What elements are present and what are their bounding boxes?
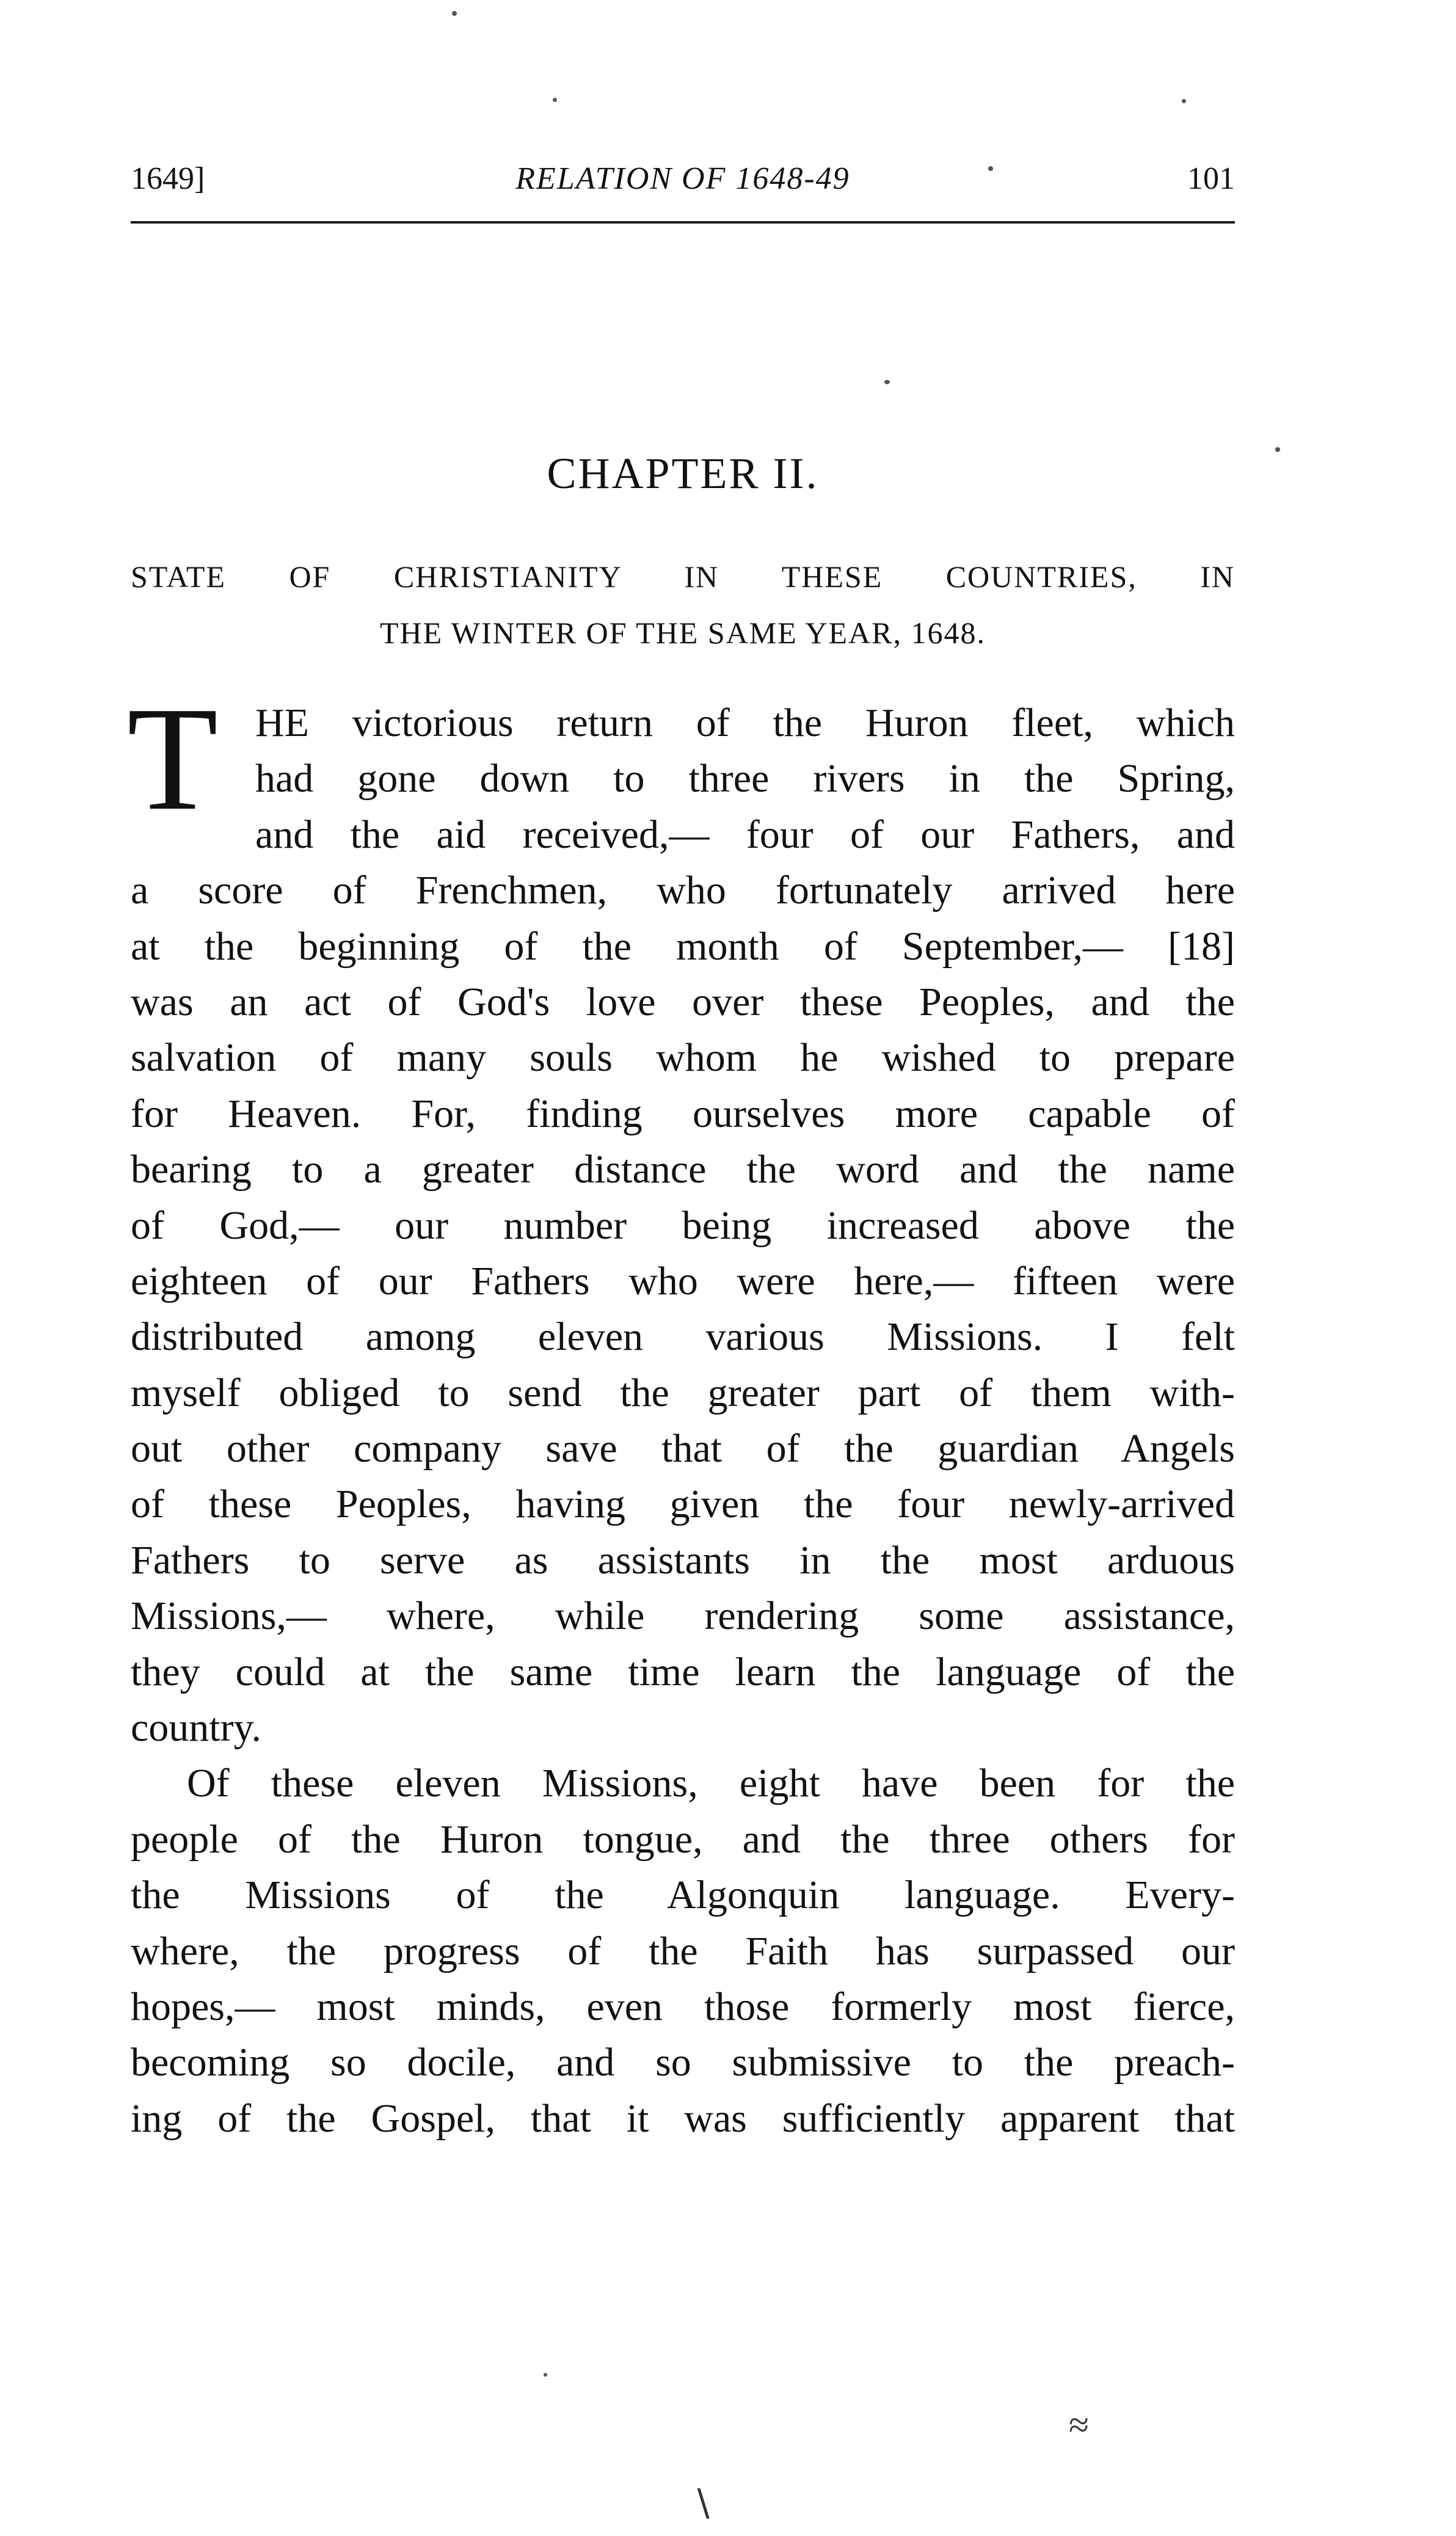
text-line: the Missions of the Algonquin language. Every- xyxy=(131,1873,1235,1918)
text-line: bearing to a greater distance the word and the name xyxy=(131,1147,1235,1192)
text-line: out other company save that of the guardian Angels xyxy=(131,1426,1235,1471)
running-header xyxy=(131,158,1235,200)
text-line: they could at the same time learn the language of the xyxy=(131,1649,1235,1694)
text-line: and the aid received,— four of our Fathers, and xyxy=(255,812,1235,857)
text-line: where, the progress of the Faith has surpassed our xyxy=(131,1928,1235,1973)
body-text xyxy=(127,676,1235,2146)
text-line: a score of Frenchmen, who fortunately arrived here xyxy=(131,868,1235,913)
text-line: for Heaven. For, finding ourselves more capable of xyxy=(131,1091,1235,1136)
header-rule xyxy=(131,221,1235,224)
text-line: HE victorious return of the Huron fleet, which xyxy=(255,701,1235,745)
text-line: myself obliged to send the greater part of them with- xyxy=(131,1370,1235,1415)
text-line: distributed among eleven various Missions. I felt xyxy=(131,1314,1235,1360)
text-line: of these Peoples, having given the four newly-arrived xyxy=(131,1482,1235,1527)
text-line: at the beginning of the month of September,— [18] xyxy=(131,924,1235,969)
subtitle-line: STATE OF CHRISTIANITY IN THESE COUNTRIES, IN xyxy=(131,559,1235,594)
scan-speck xyxy=(1275,447,1280,452)
text-line: becoming so docile, and so submissive to the preach- xyxy=(131,2040,1235,2085)
drop-cap: T xyxy=(127,676,219,841)
text-line: was an act of God's love over these Peoples, and the xyxy=(131,979,1235,1024)
scan-speck xyxy=(544,2373,547,2377)
scan-smudge: ∖ xyxy=(690,2484,714,2524)
page-number: 101 xyxy=(1187,161,1235,196)
text-line: people of the Huron tongue, and the three others for xyxy=(131,1816,1235,1862)
text-line: eighteen of our Fathers who were here,— fifteen were xyxy=(131,1258,1235,1303)
scan-speck xyxy=(1182,99,1186,103)
scan-speck xyxy=(884,380,890,384)
scan-speck xyxy=(452,11,457,16)
scan-speck xyxy=(988,166,993,171)
text-line: hopes,— most minds, even those formerly most fierce, xyxy=(131,1984,1235,2029)
text-line: salvation of many souls whom he wished to prepare xyxy=(131,1035,1235,1080)
header-title: RELATION OF 1648-49 xyxy=(515,161,850,196)
chapter-subtitle xyxy=(131,548,1235,661)
text-line: Fathers to serve as assistants in the most arduous xyxy=(131,1537,1235,1583)
chapter-title: CHAPTER II. xyxy=(547,449,819,498)
text-line: country. xyxy=(131,1705,261,1751)
subtitle-line: THE WINTER OF THE SAME YEAR, 1648. xyxy=(379,616,986,650)
text-line: Missions,— where, while rendering some assistance, xyxy=(131,1594,1235,1639)
text-line: of God,— our number being increased above the xyxy=(131,1203,1235,1248)
header-year: 1649] xyxy=(131,161,205,196)
text-line: Of these eleven Missions, eight have been for the xyxy=(187,1761,1235,1806)
text-line: ing of the Gospel, that it was sufficiently apparent that xyxy=(131,2096,1235,2141)
scan-smudge: ≈ xyxy=(1069,2405,1089,2445)
text-line: had gone down to three rivers in the Spring, xyxy=(255,756,1235,801)
scan-speck xyxy=(553,98,557,102)
